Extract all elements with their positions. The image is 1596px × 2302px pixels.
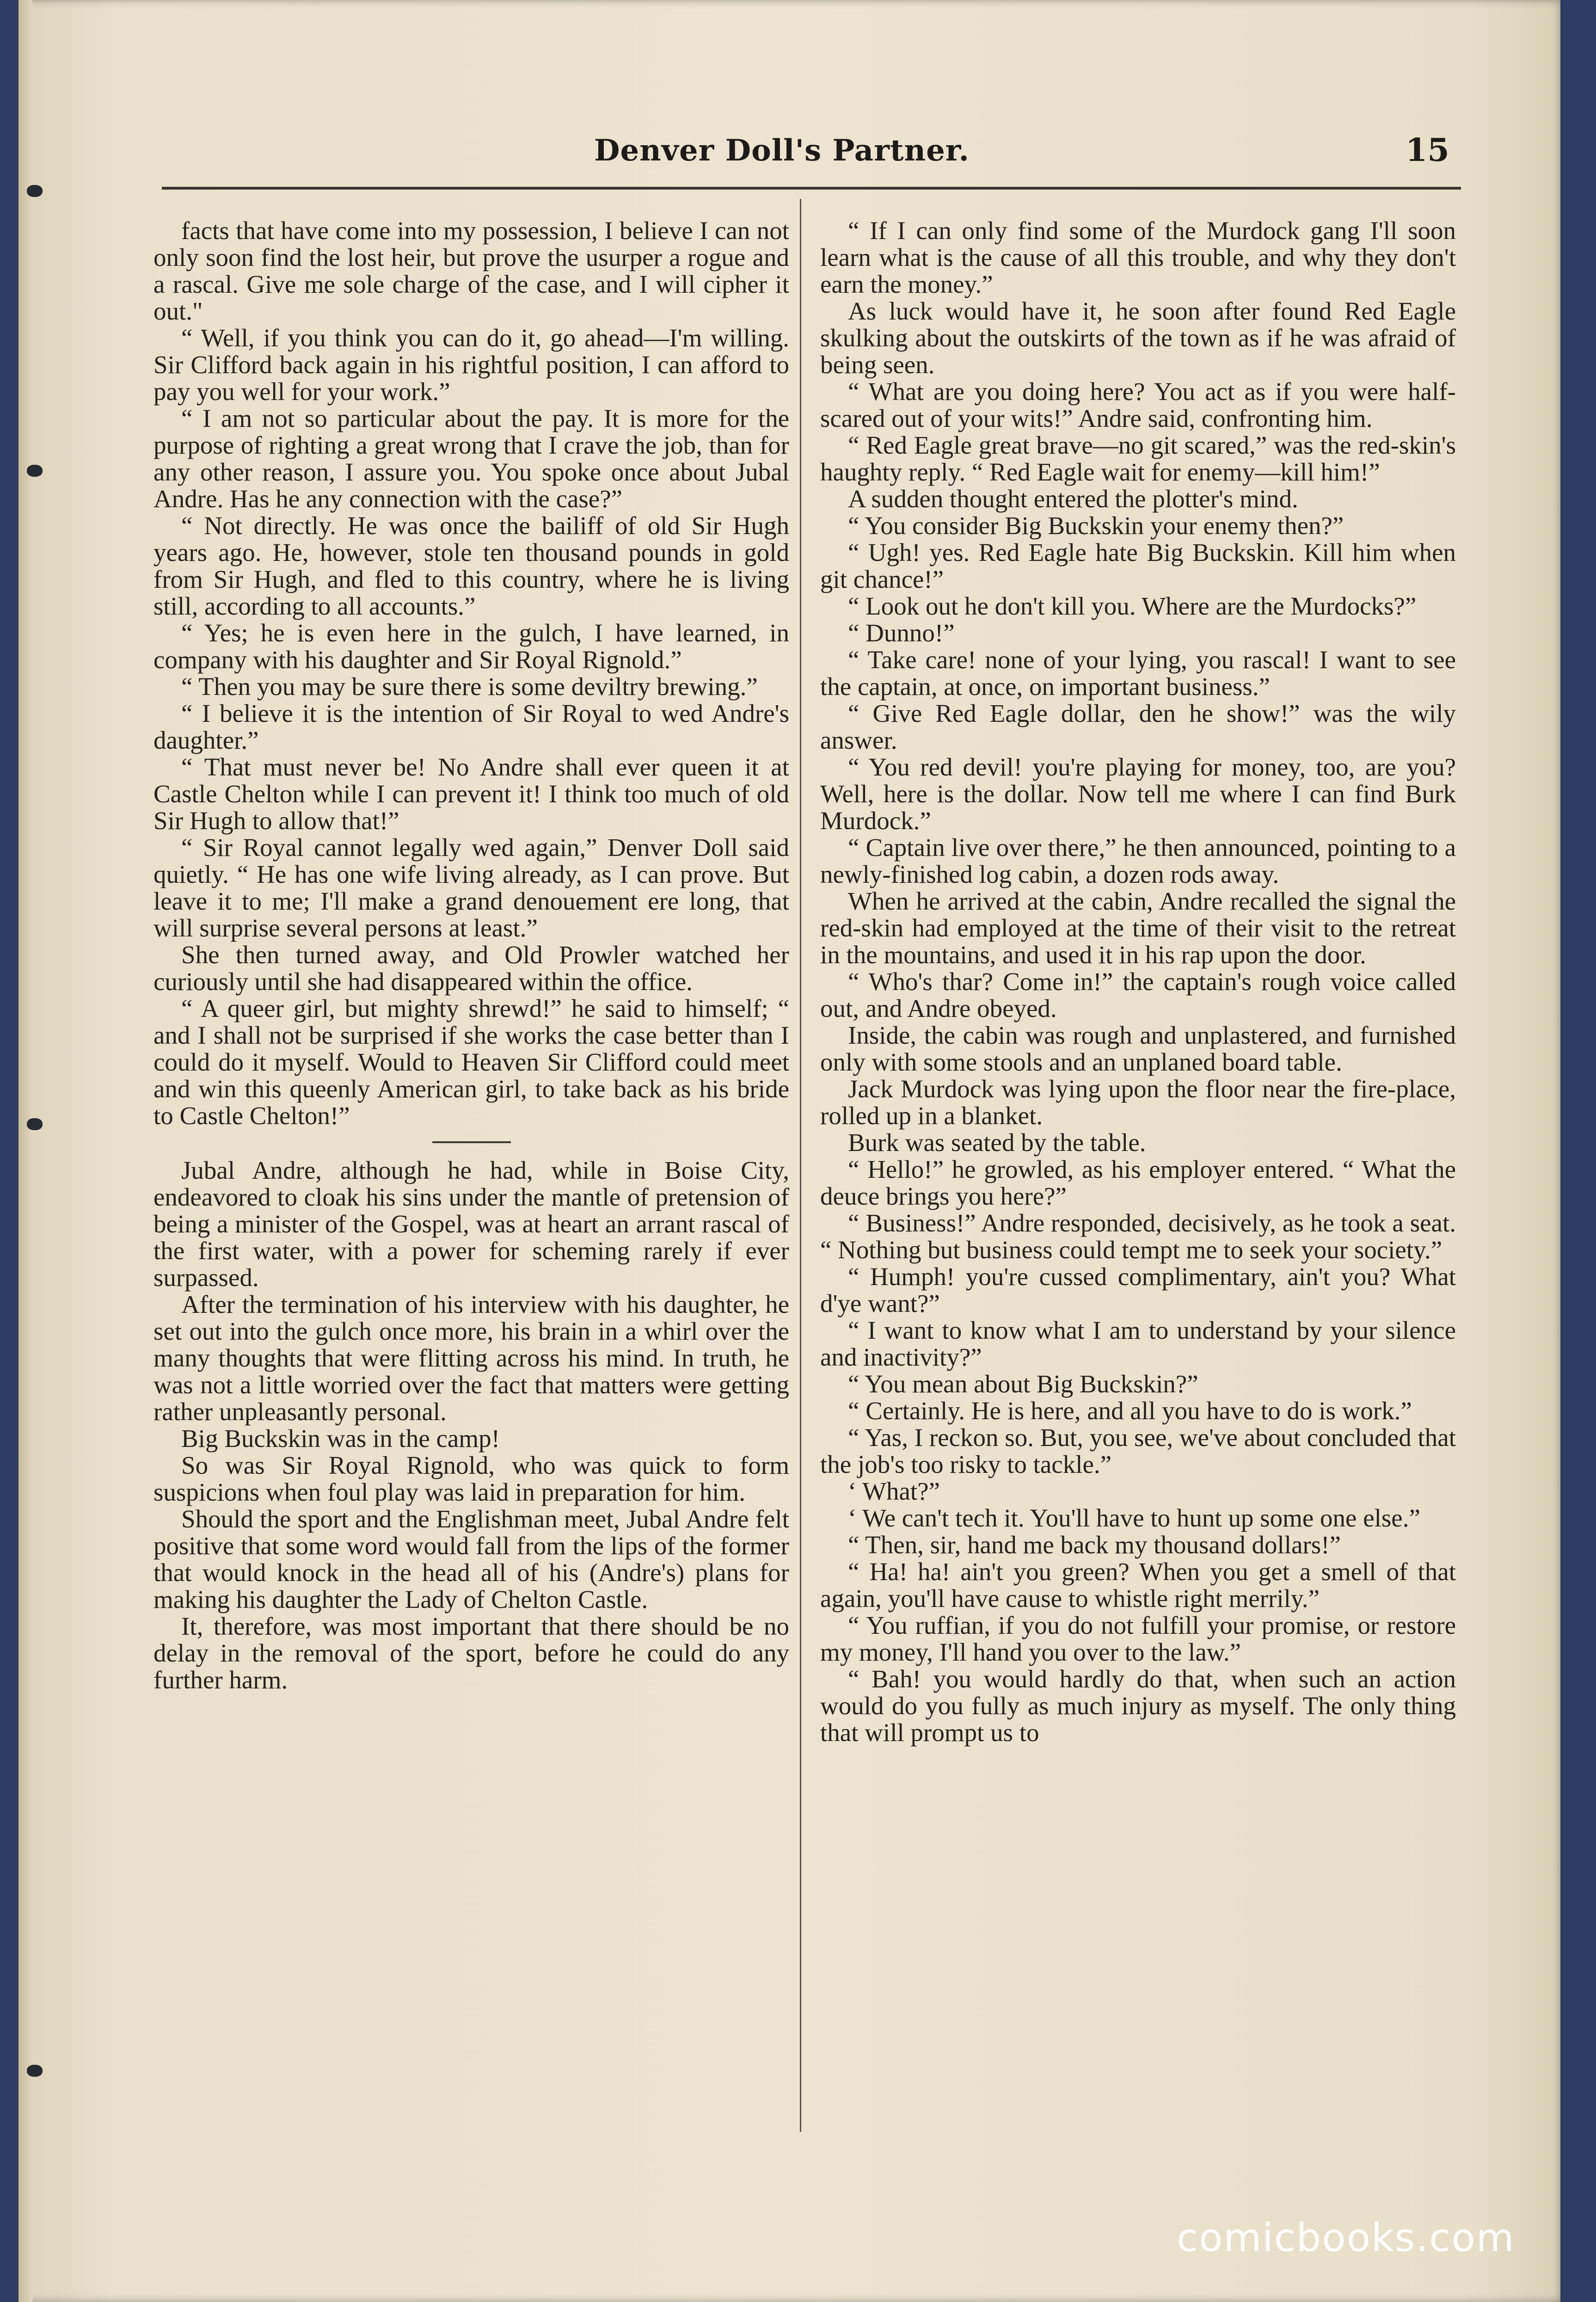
binding-stitch <box>27 465 43 477</box>
paragraph: “ I am not so particular about the pay. It is more for the purpose of righting a great wrong that I crave the job, than for any other reason, I assure you. You spoke once about Jubal Andre. Has he any connection with the case?” <box>153 404 789 513</box>
paragraph: A sudden thought entered the plotter's mind. <box>848 485 1298 513</box>
paragraph: “ What are you doing here? You act as if you were half-scared out of your wits!” Andre said, confronting him. <box>820 377 1456 432</box>
paragraph: “ Then you may be sure there is some deviltry brewing.” <box>181 672 758 701</box>
paragraph: “ That must never be! No Andre shall ever queen it at Castle Chelton while I can prevent it! I think too much of old Sir Hugh to allow that!” <box>153 753 789 835</box>
paragraph: “ Dunno!” <box>848 619 955 647</box>
paragraph: “ Bah! you would hardly do that, when such an action would do you fully as much injury as myself. The only thing that will prompt us to <box>820 1665 1456 1747</box>
paragraph: “ Sir Royal cannot legally wed again,” Denver Doll said quietly. “ He has one wife living already, as I can prove. But leave it to me; I'll make a grand denouement ere long, that will surprise several persons at least.” <box>153 833 789 942</box>
running-title: Denver Doll's Partner. <box>594 133 970 168</box>
paragraph: She then turned away, and Old Prowler watched her curiously until she had disappeared within the office. <box>153 941 789 996</box>
left-column-section-1 <box>153 217 789 1129</box>
paragraph: Big Buckskin was in the camp! <box>181 1424 500 1453</box>
header-rule <box>162 187 1461 190</box>
paragraph: “ Then, sir, hand me back my thousand dollars!” <box>848 1531 1341 1559</box>
paragraph: “ Look out he don't kill you. Where are the Murdocks?” <box>848 592 1417 620</box>
paragraph: “ Ugh! yes. Red Eagle hate Big Buckskin. Kill him when git chance!” <box>820 538 1456 593</box>
paragraph: “ I want to know what I am to understand by your silence and inactivity?” <box>820 1316 1456 1371</box>
paragraph: “ Business!” Andre responded, decisively, as he took a seat. “ Nothing but business could tempt me to seek your society.” <box>820 1209 1456 1264</box>
paragraph: “ Well, if you think you can do it, go ahead—I'm willing. Sir Clifford back again in his rightful position, I can afford to pay you well for your work.” <box>153 324 789 406</box>
page-number: 15 <box>1406 132 1449 169</box>
paragraph: So was Sir Royal Rignold, who was quick to form suspicions when foul play was laid in preparation for him. <box>153 1451 789 1506</box>
binding-edge <box>18 0 32 2302</box>
paragraph: “ Ha! ha! ain't you green? When you get a smell of that again, you'll have cause to whistle right merrily.” <box>820 1557 1456 1613</box>
paragraph: “ Hello!” he growled, as his employer entered. “ What the deuce brings you here?” <box>820 1155 1456 1210</box>
binding-stitch <box>27 2065 43 2077</box>
paragraph: Jubal Andre, although he had, while in Boise City, endeavored to cloak his sins under the mantle of pretension of being a minister of the Gospel, was at heart an arrant rascal of the first water, with a power for scheming rarely if ever surpassed. <box>153 1156 789 1292</box>
paragraph: “ You consider Big Buckskin your enemy then?” <box>848 511 1344 540</box>
paragraph: “ A queer girl, but mighty shrewd!” he said to himself; “ and I shall not be surprised if she works the case better than I could do it myself. Would to Heaven Sir Clifford could meet and win this queenly American girl, to take back as his bride to Castle Chelton!” <box>153 994 789 1130</box>
paragraph: “ You ruffian, if you do not fulfill your promise, or restore my money, I'll hand you over to the law.” <box>820 1611 1456 1666</box>
left-column-section-2 <box>153 1157 789 1693</box>
paragraph: When he arrived at the cabin, Andre recalled the signal the red-skin had employed at the time of their visit to the retreat in the mountains, and used it in his rap upon the door. <box>820 887 1456 969</box>
paragraph: “ Certainly. He is here, and all you have to do is work.” <box>848 1397 1412 1425</box>
column-divider <box>800 199 801 2132</box>
paragraph: “ Not directly. He was once the bailiff of old Sir Hugh years ago. He, however, stole ten thousand pounds in gold from Sir Hugh, and fled to this country, where he is living still, according to all accounts.” <box>153 511 789 620</box>
section-break-rule <box>432 1141 511 1143</box>
paragraph: “ Give Red Eagle dollar, den he show!” was the wily answer. <box>820 699 1456 754</box>
paragraph: “ If I can only find some of the Murdock gang I'll soon learn what is the cause of all this trouble, and why they don't earn the money.” <box>820 216 1456 298</box>
paragraph: facts that have come into my possession, I believe I can not only soon find the lost heir, but prove the usurper a rogue and a rascal. Give me sole charge of the case, and I will cipher it out." <box>153 216 789 325</box>
paragraph: As luck would have it, he soon after found Red Eagle skulking about the outskirts of the town as if he was afraid of being seen. <box>820 297 1456 379</box>
paragraph: “ Who's thar? Come in!” the captain's rough voice called out, and Andre obeyed. <box>820 967 1456 1022</box>
paragraph: “ Humph! you're cussed complimentary, ain't you? What d'ye want?” <box>820 1262 1456 1317</box>
paragraph: It, therefore, was most important that there should be no delay in the removal of the sport, before he could do any further harm. <box>153 1612 789 1694</box>
paragraph: “ Take care! none of your lying, you rascal! I want to see the captain, at once, on important business.” <box>820 646 1456 701</box>
paragraph: After the termination of his interview with his daughter, he set out into the gulch once more, his brain in a whirl over the many thoughts that were flitting across his mind. In truth, he was not a little worried over the fact that matters were getting rather unpleasantly personal. <box>153 1290 789 1426</box>
paragraph: “ Captain live over there,” he then announced, pointing to a newly-finished log cabin, a dozen rods away. <box>820 833 1456 888</box>
binding-stitch <box>27 1118 43 1130</box>
paragraph: Burk was seated by the table. <box>848 1128 1146 1157</box>
paragraph: “ You mean about Big Buckskin?” <box>848 1370 1198 1398</box>
right-text-column <box>820 217 1456 1746</box>
paragraph: “ You red devil! you're playing for money, too, are you? Well, here is the dollar. Now tell me where I can find Burk Murdock.” <box>820 753 1456 835</box>
right-column-body <box>820 217 1456 1746</box>
paragraph: ‘ What?” <box>848 1477 940 1505</box>
paragraph: Inside, the cabin was rough and unplastered, and furnished only with some stools and an unplaned board table. <box>820 1021 1456 1076</box>
paragraph: Should the sport and the Englishman meet, Jubal Andre felt positive that some word would fall from the lips of the former that would knock in the head all of his (Andre's) plans for making his daughter the Lady of Chelton Castle. <box>153 1505 789 1613</box>
paragraph: ‘ We can't tech it. You'll have to hunt up some one else.” <box>848 1504 1420 1532</box>
watermark-text: comicbooks.com <box>1177 2215 1515 2260</box>
paragraph: “ Red Eagle great brave—no git scared,” was the red-skin's haughty reply. “ Red Eagle wait for enemy—kill him!” <box>820 431 1456 486</box>
paragraph: Jack Murdock was lying upon the floor near the fire-place, rolled up in a blanket. <box>820 1075 1456 1130</box>
left-text-column <box>153 217 789 1693</box>
paragraph: “ Yes; he is even here in the gulch, I have learned, in company with his daughter and Sir Royal Rignold.” <box>153 619 789 674</box>
binding-stitch <box>27 185 43 197</box>
paragraph: “ Yas, I reckon so. But, you see, we've about concluded that the job's too risky to tackle.” <box>820 1423 1456 1478</box>
paragraph: “ I believe it is the intention of Sir Royal to wed Andre's daughter.” <box>153 699 789 754</box>
